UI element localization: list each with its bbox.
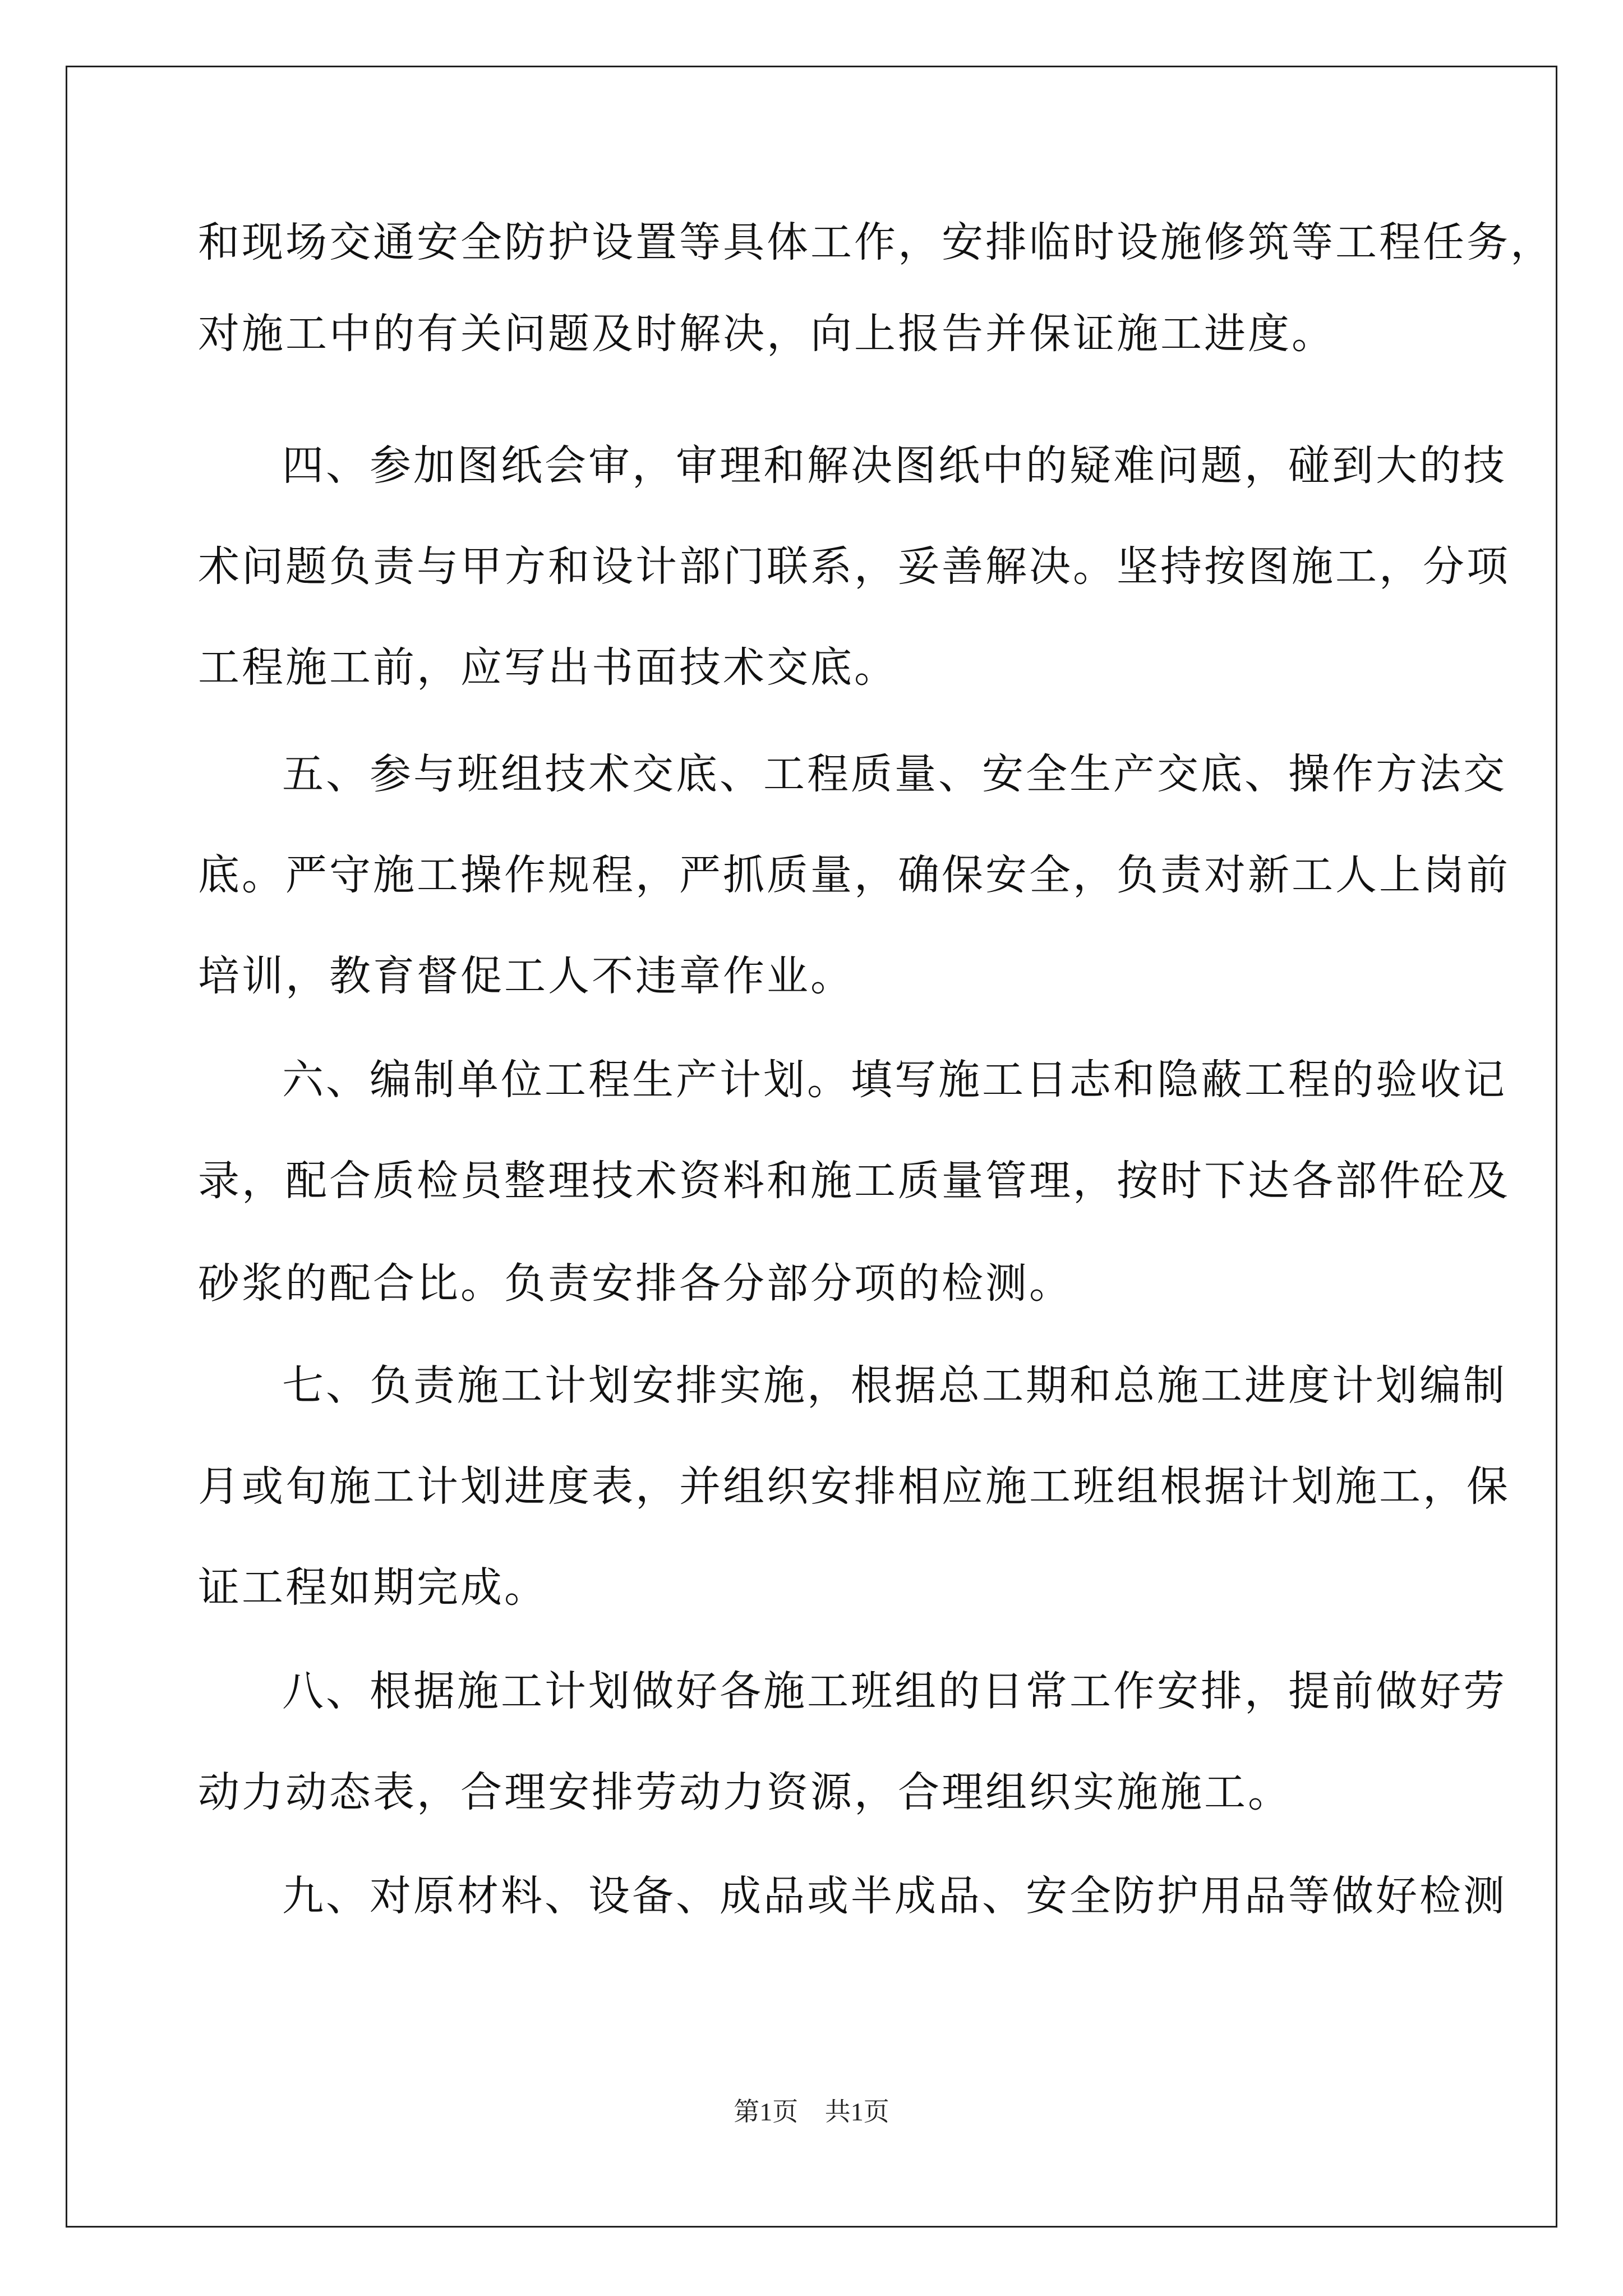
text-line: 砂浆的配合比。负责安排各分部分项的检测。	[198, 1259, 1073, 1308]
text-line: 对施工中的有关问题及时解决，向上报告并保证施工进度。	[198, 310, 1335, 358]
paragraph-start-line: 七、负责施工计划安排实施，根据总工期和总施工进度计划编制	[282, 1361, 1507, 1410]
paragraph-start-line: 八、根据施工计划做好各施工班组的日常工作安排，提前做好劳	[282, 1667, 1507, 1715]
text-line: 月或旬施工计划进度表，并组织安排相应施工班组根据计划施工，保	[198, 1462, 1510, 1511]
text-line: 培训，教育督促工人不违章作业。	[198, 952, 854, 1000]
paragraph-start-line: 五、参与班组技术交底、工程质量、安全生产交底、操作方法交	[282, 750, 1507, 798]
paragraph-start-line: 九、对原材料、设备、成品或半成品、安全防护用品等做好检测	[282, 1872, 1507, 1920]
text-line: 底。严守施工操作规程，严抓质量，确保安全，负责对新工人上岗前	[198, 851, 1510, 899]
text-line: 录，配合质检员整理技术资料和施工质量管理，按时下达各部件砼及	[198, 1157, 1510, 1205]
page-total: 共1页	[824, 2097, 889, 2126]
text-line: 证工程如期完成。	[198, 1563, 548, 1612]
paragraph-start-line: 四、参加图纸会审，审理和解决图纸中的疑难问题，碰到大的技	[282, 441, 1507, 490]
text-line: 术问题负责与甲方和设计部门联系，妥善解决。坚持按图施工，分项	[198, 542, 1510, 591]
text-line: 和现场交通安全防护设置等具体工作，安排临时设施修筑等工程任务，	[198, 218, 1554, 266]
text-line: 动力动态表，合理安排劳动力资源，合理组织实施施工。	[198, 1768, 1292, 1816]
page-number: 第1页	[734, 2097, 799, 2126]
text-line: 工程施工前，应写出书面技术交底。	[198, 643, 898, 692]
page-footer	[0, 2095, 1623, 2129]
paragraph-start-line: 六、编制单位工程生产计划。填写施工日志和隐蔽工程的验收记	[282, 1056, 1507, 1104]
